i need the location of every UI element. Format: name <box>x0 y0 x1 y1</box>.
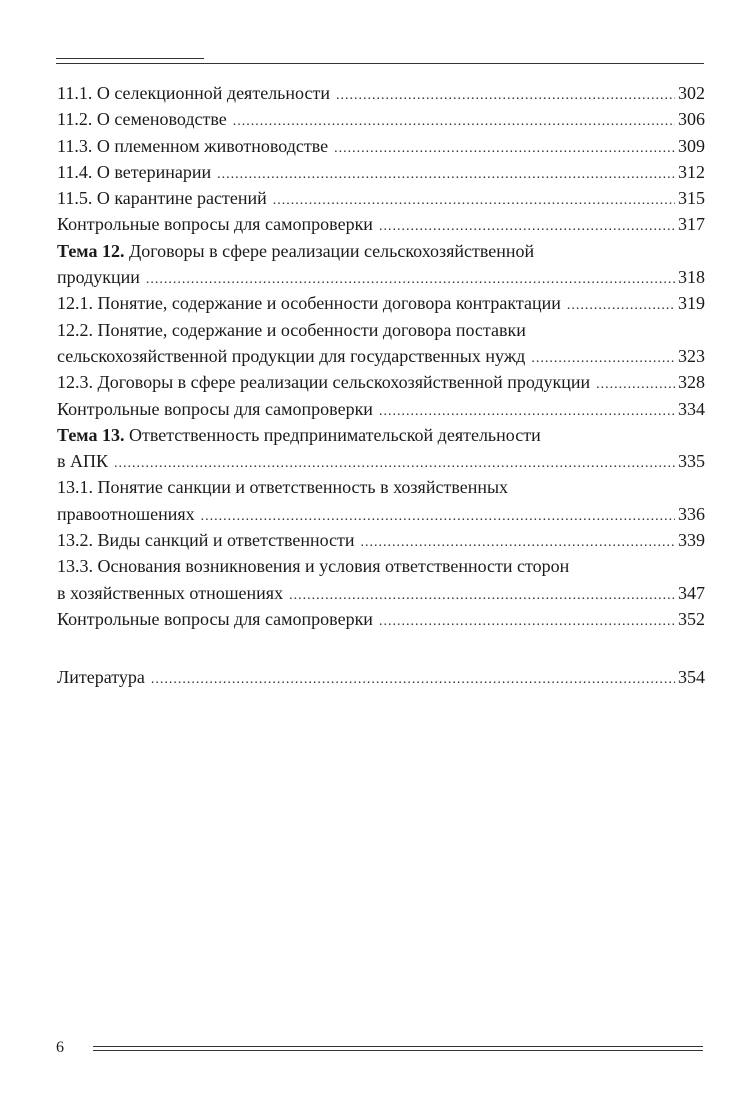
toc-entry: 11.2. О семеноводстве ..... 306 <box>57 106 705 132</box>
toc-page-number: 336 <box>678 503 705 524</box>
toc-entry: 12.1. Понятие, содержание и особенности договора контрактации ..... 319 <box>57 290 705 316</box>
section-label: Тема 13. <box>57 424 125 445</box>
toc-entry: Контрольные вопросы для самопроверки ..... 317 <box>57 211 705 237</box>
toc-page-number: 347 <box>678 582 705 603</box>
page-footer <box>0 1038 755 1058</box>
toc-section-heading: Тема 13. Ответственность предпринимательской деятельности <box>57 424 541 445</box>
toc-section-heading: Тема 12. Договоры в сфере реализации сельскохозяйственной <box>57 240 535 261</box>
toc-entry: 12.3. Договоры в сфере реализации сельскохозяйственной продукции ..... 328 <box>57 369 705 395</box>
toc-entry: 11.5. О карантине растений ..... 315 <box>57 185 705 211</box>
section-label: Тема 12. <box>57 240 125 261</box>
toc-page-number: 339 <box>678 530 705 551</box>
toc-entry: 13.1. Понятие санкции и ответственность в хозяйственных <box>57 477 509 498</box>
toc-entry: Контрольные вопросы для самопроверки ..... 352 <box>57 606 705 632</box>
toc-entry: Контрольные вопросы для самопроверки ..... 334 <box>57 396 705 422</box>
toc-page-number: 334 <box>678 398 705 419</box>
toc-page-number: 315 <box>678 188 705 209</box>
toc-entry: 11.3. О племенном животноводстве ..... 309 <box>57 133 705 159</box>
toc-page-number: 335 <box>678 451 705 472</box>
footer-rule-lower <box>93 1050 703 1051</box>
toc-entry: в АПК ..... 335 <box>57 448 705 474</box>
toc-page-number: 319 <box>678 293 705 314</box>
toc-page-number: 302 <box>678 83 705 103</box>
toc-page-number: 309 <box>678 135 705 156</box>
toc-entry: 13.2. Виды санкций и ответственности ..... 339 <box>57 527 705 553</box>
page-number: 6 <box>56 1039 64 1056</box>
toc-page-number: 312 <box>678 161 705 182</box>
toc-entry: 11.1. О селекционной деятельности ..... 302 <box>57 80 705 106</box>
section-gap <box>57 632 705 664</box>
toc-page-number: 306 <box>678 109 705 130</box>
toc-page-number: 323 <box>678 345 705 366</box>
toc-page-number: 318 <box>678 267 705 288</box>
toc-literature-entry: Литература ..... 354 <box>57 664 705 690</box>
footer-rule-upper <box>93 1046 703 1047</box>
toc-entry: правоотношениях ..... 336 <box>57 501 705 527</box>
header-rule-long <box>56 63 704 64</box>
header-rule-short <box>56 58 204 59</box>
toc-entry: продукции ..... 318 <box>57 264 705 290</box>
toc-page-number: 328 <box>678 372 705 393</box>
toc-page-number: 317 <box>678 214 705 235</box>
toc-page-number: 352 <box>678 608 705 629</box>
header-rule <box>0 58 755 66</box>
toc-entry: 11.4. О ветеринарии ..... 312 <box>57 159 705 185</box>
toc-entry: сельскохозяйственной продукции для государственных нужд ..... 323 <box>57 343 705 369</box>
table-of-contents <box>57 80 705 691</box>
toc-page-number: 354 <box>678 667 705 688</box>
toc-entry: в хозяйственных отношениях ..... 347 <box>57 580 705 606</box>
toc-entry: 13.3. Основания возникновения и условия ответственности сторон <box>57 556 570 577</box>
toc-entry: 12.2. Понятие, содержание и особенности договора поставки <box>57 319 526 340</box>
